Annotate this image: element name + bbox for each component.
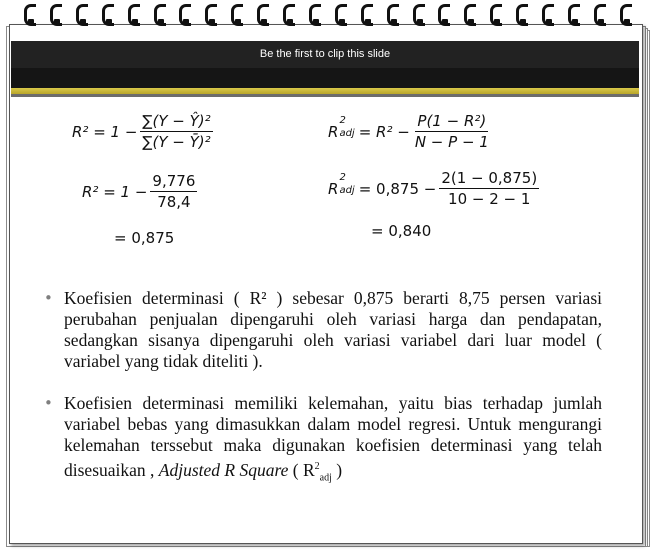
spiral-ring [490,4,502,28]
formula-rhs-prefix: = R² − [358,122,410,141]
fraction-numerator: ∑(Y − Ŷ)² [142,112,211,130]
spiral-ring [205,4,217,28]
r2-adjusted-calculation-formula [328,169,542,208]
fraction [150,172,197,211]
spiral-ring [594,4,606,28]
spiral-ring [542,4,554,28]
fraction-denominator: ∑(Y − Ȳ)² [142,133,211,151]
spiral-ring [128,4,140,28]
list-item [44,393,602,488]
spiral-ring [24,4,36,28]
fraction [439,169,539,208]
r2-adjusted-definition-formula [328,112,494,151]
r2-result [114,229,174,247]
bullet-list [44,288,602,509]
fraction-numerator: 9,776 [152,172,196,190]
fraction [413,112,491,151]
spiral-ring [283,4,295,28]
fraction-numerator: P(1 − R²) [417,112,487,130]
formula-rhs-prefix: = 0,875 − [358,179,437,198]
r2-calculation-formula [82,172,200,211]
spiral-ring [257,4,269,28]
fraction-numerator: 2(1 − 0,875) [441,169,538,187]
r2-adj-symbol [328,172,355,198]
spiral-ring [231,4,243,28]
list-item [44,288,602,372]
symbol-base: R [328,179,339,198]
symbol-base: R [328,122,339,141]
fraction-denominator: N − P − 1 [414,133,489,151]
bullet-marker: • [44,394,53,412]
formula-lhs: R² = 1 − [72,122,138,141]
bullet-text: Koefisien determinasi memiliki kelemahan, yaitu bias terhadap jumlah variabel bebas yang dimasukkan dalam model regresi. Untuk mengurangi kelemahan terssebut maka digunakan koefisien determinasi yang telah disesuaikan , [64,393,602,480]
clip-slide-banner[interactable] [11,41,639,68]
symbol-superscript: 2 [339,115,346,126]
spiral-ring [413,4,425,28]
spiral-ring [179,4,191,28]
spiral-ring [335,4,347,28]
r2-adjusted-result [371,222,431,240]
spiral-ring [438,4,450,28]
spiral-binding [0,0,658,34]
spiral-ring [387,4,399,28]
formula-lhs: R² = 1 − [82,182,148,201]
spiral-ring [50,4,62,28]
header-band [11,68,639,88]
header-divider [11,94,639,97]
fraction [140,112,212,151]
fraction-denominator: 78,4 [157,193,191,211]
bullet-text-symbol: ( $R^2_{adj}$ ) [292,459,343,484]
spiral-ring [361,4,373,28]
spiral-ring [102,4,114,28]
spiral-ring [309,4,321,28]
spiral-ring [154,4,166,28]
spiral-ring [516,4,528,28]
spiral-ring [620,4,632,28]
fraction-denominator: 10 − 2 − 1 [448,190,531,208]
spiral-ring [568,4,580,28]
r2-definition-formula [72,112,216,151]
bullet-marker: • [44,289,53,307]
r2-result-value: = 0,875 [114,229,175,247]
r2-adjusted-result-value: = 0,840 [371,222,432,240]
bullet-italic-term: Adjusted R Square [158,459,289,480]
spiral-ring [464,4,476,28]
bullet-text: Koefisien determinasi ( R² ) sebesar 0,875 berarti 8,75 persen variasi perubahan penjualan dipengaruhi oleh variasi harga dan pendapatan, sedangkan sisanya dipengaruhi oleh variasi variabel dari luar model ( variabel yang tidak diteliti ). [64,288,602,371]
symbol-subscript: adj [339,185,355,196]
symbol-superscript: 2 [339,172,346,183]
r2-adj-symbol [328,115,355,141]
symbol-subscript: adj [339,128,355,139]
clip-slide-text[interactable]: Be the first to clip this slide [259,48,391,60]
spiral-ring [76,4,88,28]
